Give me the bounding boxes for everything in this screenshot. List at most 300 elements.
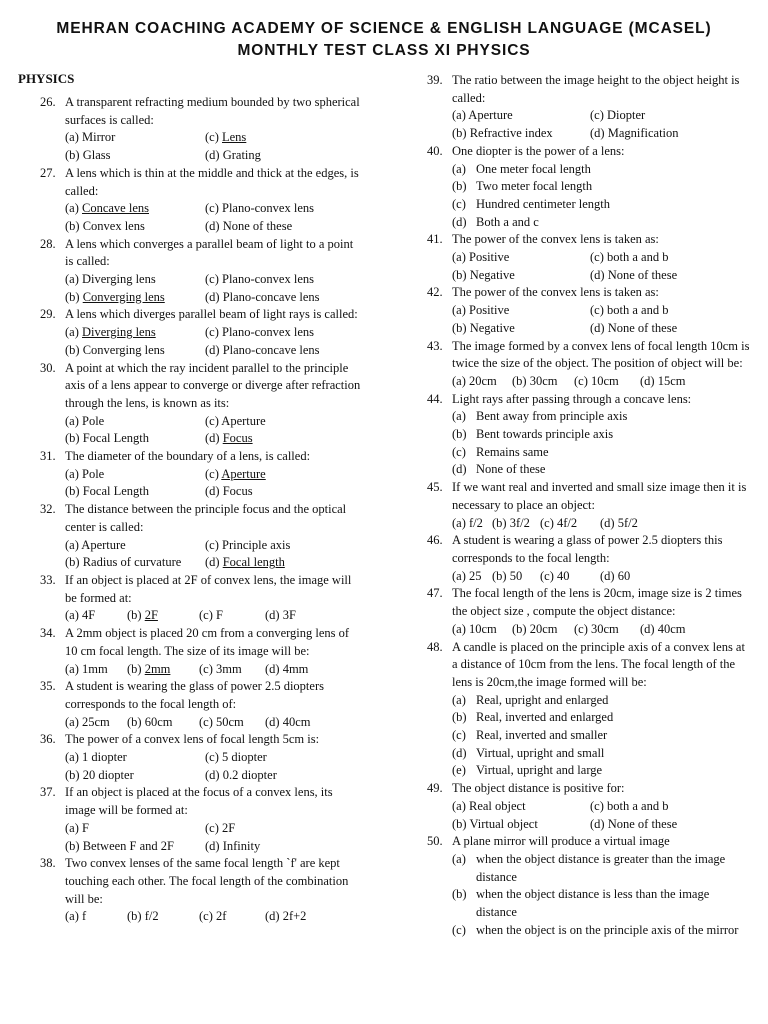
question-text: A student is wearing the glass of power 2.5 diopters corresponds to the focal length of:: [65, 679, 324, 711]
option-row: [452, 302, 752, 320]
option-text: (d) None of these: [205, 218, 293, 233]
correct-answer-underline: Concave lens: [82, 201, 149, 216]
question-35: [18, 678, 364, 731]
option-text: (b) Negative: [452, 320, 515, 335]
answer-option: [590, 267, 728, 285]
question-number: 44.: [427, 391, 443, 406]
option-row: [65, 129, 364, 147]
option-text: (a) Real object: [452, 798, 526, 813]
question-43: [427, 338, 752, 391]
option-text: (d) 40cm: [640, 621, 686, 636]
question-stem: [427, 391, 752, 409]
answer-option: [590, 798, 728, 816]
option-row: [65, 607, 364, 625]
answer-option: [127, 714, 199, 732]
option-label: (c): [452, 444, 466, 459]
question-39: [427, 72, 752, 143]
answer-option: [65, 218, 205, 236]
option-text: (c) 5 diopter: [205, 750, 267, 765]
question-31: [18, 448, 364, 501]
option-row: [65, 147, 364, 165]
answer-options: [65, 466, 364, 501]
answer-options: [452, 107, 752, 142]
question-text: Two convex lenses of the same focal length `f' are kept touching each other. The focal length of the combination will be:: [65, 856, 349, 906]
option-text: (b) Refractive index: [452, 126, 553, 141]
correct-answer-underline: Aperture: [221, 466, 266, 481]
question-stem: [40, 306, 364, 324]
answer-options: [65, 661, 364, 679]
option-text: (b) 20cm: [512, 621, 558, 636]
question-44: [427, 391, 752, 480]
option-label: (c): [452, 196, 466, 211]
answer-option: [452, 727, 752, 745]
answer-option: [205, 218, 345, 236]
option-text: (d) Grating: [205, 148, 261, 163]
answer-option: [452, 178, 752, 196]
option-text: (a) 20cm: [452, 373, 497, 388]
question-stem: [40, 94, 364, 129]
answer-options: [452, 408, 752, 479]
answer-options: [65, 714, 364, 732]
option-row: [65, 714, 364, 732]
question-stem: [40, 572, 364, 607]
option-row: [65, 218, 364, 236]
option-text: when the object is on the principle axis of the mirror: [476, 922, 739, 937]
option-text: (b): [127, 661, 145, 676]
answer-option: [452, 214, 752, 232]
option-text: Real, upright and enlarged: [476, 692, 609, 707]
answer-option: [452, 161, 752, 179]
question-text: If an object is placed at 2F of convex lens, the image will be formed at:: [65, 572, 352, 605]
option-row: [65, 537, 364, 555]
answer-option: [205, 749, 345, 767]
question-text: Light rays after passing through a concave lens:: [452, 391, 692, 406]
answer-option: [199, 908, 265, 926]
answer-option: [205, 483, 345, 501]
question-stem: [427, 72, 752, 107]
option-text: (a) Diverging lens: [65, 272, 156, 287]
question-number: 41.: [427, 232, 443, 247]
option-text: (b): [65, 289, 83, 304]
option-text: (d) None of these: [590, 267, 678, 282]
answer-option: [452, 621, 512, 639]
option-text: (c) 4f/2: [540, 515, 578, 530]
option-text: (d) None of these: [590, 816, 678, 831]
question-stem: [427, 780, 752, 798]
answer-option: [65, 413, 205, 431]
option-label: (d): [452, 214, 467, 229]
option-text: (c) 40: [540, 568, 570, 583]
answer-options: [452, 568, 752, 586]
answer-option: [452, 373, 512, 391]
option-row: [65, 483, 364, 501]
question-stem: [427, 338, 752, 373]
option-text: (a): [65, 201, 82, 216]
question-stem: [40, 625, 364, 660]
question-text: The power of the convex lens is taken as:: [452, 232, 659, 247]
option-row: [65, 271, 364, 289]
question-48: [427, 639, 752, 781]
question-text: The diameter of the boundary of a lens, is called:: [65, 449, 311, 464]
answer-option: [65, 749, 205, 767]
left-column: [18, 72, 364, 926]
option-row: [452, 798, 752, 816]
answer-options: [452, 515, 752, 533]
question-29: [18, 306, 364, 359]
answer-option: [640, 373, 700, 391]
question-50: [427, 833, 752, 939]
answer-option: [265, 908, 325, 926]
question-number: 37.: [40, 785, 56, 800]
correct-answer-underline: Focus: [222, 431, 253, 446]
answer-option: [600, 515, 660, 533]
answer-option: [452, 125, 590, 143]
answer-options: [65, 537, 364, 572]
answer-option: [65, 714, 127, 732]
option-text: (c) 30cm: [574, 621, 619, 636]
answer-option: [65, 908, 127, 926]
option-text: (c) both a and b: [590, 303, 669, 318]
question-number: 28.: [40, 236, 56, 251]
option-label: (d): [452, 462, 467, 477]
question-33: [18, 572, 364, 625]
answer-option: [590, 302, 728, 320]
question-stem: [40, 731, 364, 749]
option-text: (d) 15cm: [640, 373, 686, 388]
answer-options: [452, 798, 752, 833]
option-text: Both a and c: [476, 214, 539, 229]
option-text: (c) Plano-convex lens: [205, 325, 314, 340]
option-text: (b) Convex lens: [65, 218, 145, 233]
answer-option: [65, 324, 205, 342]
answer-option: [127, 908, 199, 926]
option-row: [452, 373, 752, 391]
correct-answer-underline: Focal length: [222, 555, 285, 570]
academy-title: MEHRAN COACHING ACADEMY OF SCIENCE & ENGLISH LANGUAGE (MCASEL): [56, 20, 712, 37]
option-text: (b) 3f/2: [492, 515, 530, 530]
question-stem: [427, 143, 752, 161]
option-text: (b) f/2: [127, 909, 159, 924]
answer-option: [205, 413, 345, 431]
answer-option: [205, 289, 345, 307]
question-stem: [40, 501, 364, 536]
question-number: 43.: [427, 338, 443, 353]
option-row: [452, 267, 752, 285]
question-number: 35.: [40, 679, 56, 694]
question-26: [18, 94, 364, 165]
question-38: [18, 855, 364, 926]
answer-option: [65, 838, 205, 856]
option-text: None of these: [476, 462, 546, 477]
option-text: (b) Focal Length: [65, 484, 150, 499]
answer-option: [512, 373, 574, 391]
answer-option: [205, 820, 345, 838]
answer-option: [492, 515, 540, 533]
answer-options: [65, 413, 364, 448]
answer-option: [205, 554, 345, 572]
answer-options: [452, 621, 752, 639]
question-number: 31.: [40, 449, 56, 464]
answer-option: [452, 515, 492, 533]
answer-options: [452, 851, 752, 940]
option-text: Two meter focal length: [476, 179, 593, 194]
right-column: [427, 72, 752, 939]
option-row: [452, 107, 752, 125]
option-text: (d) 2f+2: [265, 909, 307, 924]
question-text: The ratio between the image height to the object height is called:: [452, 73, 740, 105]
option-label: (c): [452, 728, 466, 743]
option-text: (d) None of these: [590, 320, 678, 335]
answer-options: [452, 373, 752, 391]
option-row: [65, 430, 364, 448]
option-text: (a) 4F: [65, 608, 96, 623]
answer-option: [65, 430, 205, 448]
option-label: (a): [452, 851, 466, 866]
answer-option: [65, 554, 205, 572]
question-number: 29.: [40, 307, 56, 322]
question-number: 50.: [427, 834, 443, 849]
answer-options: [65, 749, 364, 784]
option-row: [65, 289, 364, 307]
answer-option: [205, 767, 345, 785]
question-number: 40.: [427, 143, 443, 158]
correct-answer-underline: Diverging lens: [82, 325, 156, 340]
question-number: 39.: [427, 73, 443, 87]
question-text: A 2mm object is placed 20 cm from a converging lens of 10 cm focal length. The size of its image will be:: [65, 626, 350, 658]
answer-option: [452, 461, 752, 479]
answer-options: [452, 161, 752, 232]
question-47: [427, 585, 752, 638]
option-text: Virtual, upright and large: [476, 763, 603, 778]
question-stem: [427, 532, 752, 567]
option-text: (a) F: [65, 820, 89, 835]
option-row: [65, 554, 364, 572]
question-stem: [40, 236, 364, 271]
answer-option: [205, 466, 345, 484]
option-text: (b): [127, 608, 145, 623]
answer-option: [199, 714, 265, 732]
option-row: [65, 838, 364, 856]
question-30: [18, 360, 364, 449]
option-text: (d) 40cm: [265, 714, 311, 729]
option-label: (b): [452, 427, 467, 442]
option-text: (a): [65, 325, 82, 340]
option-text: (b) Glass: [65, 148, 111, 163]
answer-option: [199, 661, 265, 679]
option-text: when the object distance is less than the image distance: [476, 887, 710, 920]
question-text: One diopter is the power of a lens:: [452, 143, 625, 158]
answer-option: [590, 107, 728, 125]
answer-option: [590, 249, 728, 267]
option-text: (d) Infinity: [205, 838, 261, 853]
answer-option: [452, 302, 590, 320]
option-text: (d) 4mm: [265, 661, 309, 676]
option-text: One meter focal length: [476, 161, 591, 176]
question-stem: [40, 855, 364, 908]
option-row: [65, 342, 364, 360]
option-text: Remains same: [476, 444, 549, 459]
question-32: [18, 501, 364, 572]
option-label: (c): [452, 922, 466, 937]
option-text: (b) Radius of curvature: [65, 555, 182, 570]
answer-option: [574, 373, 640, 391]
answer-option: [65, 483, 205, 501]
answer-option: [492, 568, 540, 586]
option-text: (a) f: [65, 909, 87, 924]
option-text: Real, inverted and smaller: [476, 728, 608, 743]
option-text: (a) Pole: [65, 413, 105, 428]
option-row: [452, 125, 752, 143]
answer-option: [600, 568, 660, 586]
answer-option: [540, 568, 600, 586]
answer-option: [452, 709, 752, 727]
answer-option: [65, 200, 205, 218]
question-text: A lens which converges a parallel beam of light to a point is called:: [65, 236, 354, 269]
answer-option: [452, 745, 752, 763]
answer-option: [452, 267, 590, 285]
option-text: (d): [205, 555, 223, 570]
option-text: (c) Principle axis: [205, 537, 291, 552]
answer-option: [452, 851, 752, 886]
option-text: (c): [205, 466, 222, 481]
question-text: A transparent refracting medium bounded by two spherical surfaces is called:: [65, 95, 360, 127]
option-row: [65, 661, 364, 679]
question-text: The power of a convex lens of focal length 5cm is:: [65, 732, 320, 747]
question-number: 38.: [40, 856, 56, 871]
option-label: (a): [452, 692, 466, 707]
answer-options: [65, 908, 364, 926]
question-stem: [427, 639, 752, 692]
option-text: (a) 1mm: [65, 661, 108, 676]
answer-option: [65, 537, 205, 555]
question-number: 32.: [40, 502, 56, 517]
question-28: [18, 236, 364, 307]
question-number: 26.: [40, 95, 56, 109]
answer-option: [65, 820, 205, 838]
test-title: MONTHLY TEST CLASS XI PHYSICS: [237, 42, 531, 59]
answer-option: [127, 661, 199, 679]
option-text: (a) Aperture: [452, 108, 513, 123]
option-text: (c) 10cm: [574, 373, 619, 388]
option-text: (c) F: [199, 608, 223, 623]
option-text: (d) Focus: [205, 484, 253, 499]
question-stem: [40, 360, 364, 413]
answer-option: [65, 342, 205, 360]
option-label: (a): [452, 161, 466, 176]
option-text: (c) both a and b: [590, 250, 669, 265]
option-text: (c) 2F: [205, 820, 236, 835]
option-label: (a): [452, 409, 466, 424]
answer-options: [65, 324, 364, 359]
option-text: (b) Between F and 2F: [65, 838, 175, 853]
answer-option: [590, 816, 728, 834]
answer-option: [452, 886, 752, 921]
option-text: (d) 60: [600, 568, 631, 583]
question-text: The focal length of the lens is 20cm, image size is 2 times the object size , compute the object distance:: [452, 586, 742, 619]
option-text: Hundred centimeter length: [476, 196, 610, 211]
answer-option: [452, 762, 752, 780]
answer-option: [65, 767, 205, 785]
option-row: [65, 200, 364, 218]
answer-options: [452, 692, 752, 781]
question-37: [18, 784, 364, 855]
option-row: [65, 767, 364, 785]
answer-option: [574, 621, 640, 639]
question-stem: [40, 448, 364, 466]
answer-option: [452, 922, 752, 940]
answer-options: [452, 302, 752, 337]
question-34: [18, 625, 364, 678]
option-text: (b) 50: [492, 568, 523, 583]
question-36: [18, 731, 364, 784]
answer-options: [65, 271, 364, 306]
correct-answer-underline: Converging lens: [82, 289, 165, 304]
question-text: A student is wearing a glass of power 2.5 diopters this corresponds to the focal length:: [452, 533, 723, 565]
answer-option: [452, 320, 590, 338]
correct-answer-underline: 2F: [144, 608, 158, 623]
question-text: A plane mirror will produce a virtual image: [452, 834, 670, 849]
answer-option: [590, 320, 728, 338]
option-label: (d): [452, 745, 467, 760]
option-text: (a) 1 diopter: [65, 750, 127, 765]
question-text: The object distance is positive for:: [452, 781, 625, 796]
option-text: (d) Magnification: [590, 126, 679, 141]
question-number: 42.: [427, 285, 443, 300]
question-stem: [427, 284, 752, 302]
option-text: (d) 3F: [265, 608, 296, 623]
option-row: [65, 413, 364, 431]
option-text: (c): [205, 130, 222, 145]
question-number: 47.: [427, 586, 443, 601]
question-text: The image formed by a convex lens of focal length 10cm is twice the size of the object. The position of object will be:: [452, 338, 750, 371]
question-stem: [427, 231, 752, 249]
answer-option: [65, 147, 205, 165]
option-row: [452, 249, 752, 267]
option-text: (a) Aperture: [65, 537, 126, 552]
answer-option: [205, 147, 345, 165]
answer-option: [205, 324, 345, 342]
answer-option: [65, 661, 127, 679]
question-40: [427, 143, 752, 232]
question-46: [427, 532, 752, 585]
option-row: [452, 568, 752, 586]
option-text: (c) Plano-convex lens: [205, 201, 314, 216]
option-text: (b) 60cm: [127, 714, 173, 729]
answer-option: [65, 466, 205, 484]
question-stem: [40, 678, 364, 713]
answer-option: [590, 125, 728, 143]
option-text: (d) 0.2 diopter: [205, 767, 277, 782]
question-41: [427, 231, 752, 284]
option-row: [65, 908, 364, 926]
answer-option: [65, 271, 205, 289]
option-text: (a) Positive: [452, 303, 510, 318]
question-number: 49.: [427, 781, 443, 796]
answer-option: [205, 537, 345, 555]
section-title: PHYSICS: [18, 71, 75, 86]
answer-option: [205, 129, 345, 147]
option-row: [452, 320, 752, 338]
answer-option: [205, 200, 345, 218]
question-text: A candle is placed on the principle axis of a convex lens at a distance of 10cm from the lens. The focal length of the lens is 20cm,the image formed will be:: [452, 639, 745, 689]
answer-option: [512, 621, 574, 639]
question-number: 27.: [40, 165, 56, 180]
correct-answer-underline: 2mm: [144, 661, 171, 676]
question-stem: [40, 165, 364, 200]
option-text: (c) Diopter: [590, 108, 646, 123]
question-text: The power of the convex lens is taken as:: [452, 285, 659, 300]
option-row: [65, 324, 364, 342]
